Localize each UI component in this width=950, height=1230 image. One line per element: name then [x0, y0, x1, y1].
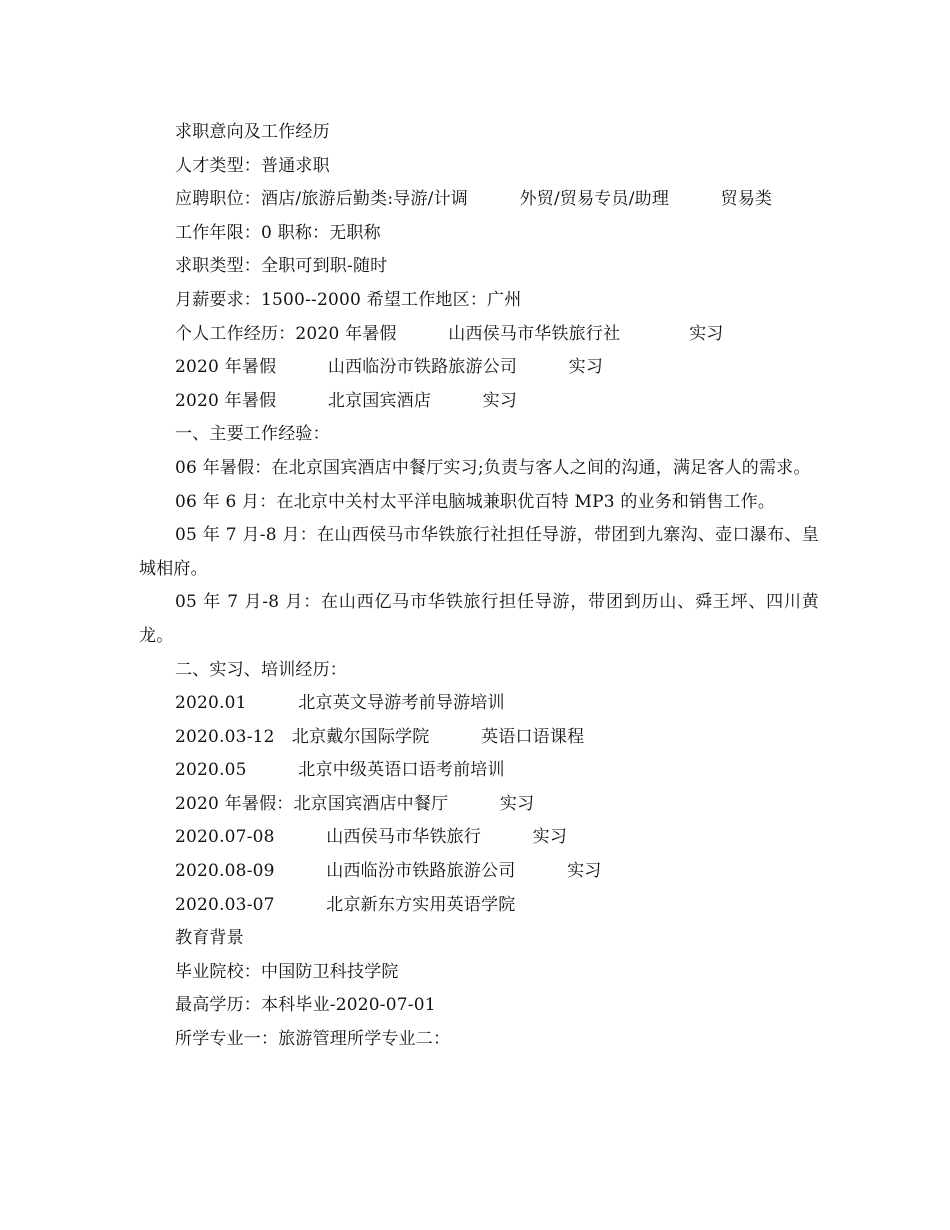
training-entry: 2020.01 北京英文导游考前导游培训 [175, 693, 505, 714]
experience-paragraph: 05 年 7 月-8 月：在山西亿马市华铁旅行担任导游，带团到历山、舜王坪、四川黄龙。 [139, 592, 819, 646]
job-type: 求职类型：全职可到职-随时 [175, 256, 388, 277]
major: 所学专业一：旅游管理所学专业二： [175, 1029, 451, 1050]
resume-body [139, 116, 819, 1057]
highest-degree: 最高学历：本科毕业-2020-07-01 [175, 995, 436, 1016]
section-heading-education: 教育背景 [175, 928, 244, 949]
section-heading-main-experience: 一、主要工作经验： [175, 424, 330, 445]
work-years: 工作年限：0 职称：无职称 [175, 222, 381, 243]
experience-line: 06 年 6 月：在北京中关村太平洋电脑城兼职优百特 MP3 的业务和销售工作。 [175, 491, 776, 512]
training-entry: 2020.03-12 北京戴尔国际学院 英语口语课程 [175, 726, 585, 747]
experience-paragraph: 06 年暑假：在北京国宾酒店中餐厅实习;负责与客人之间的沟通，满足客人的需求。 [175, 457, 811, 478]
graduate-school: 毕业院校：中国防卫科技学院 [175, 961, 399, 982]
salary-expectation: 月薪要求：1500--2000 希望工作地区：广州 [175, 289, 522, 310]
training-entry: 2020 年暑假：北京国宾酒店中餐厅 实习 [175, 793, 535, 814]
training-entry: 2020.08-09 山西临汾市铁路旅游公司 实习 [175, 861, 602, 882]
section-heading-training: 二、实习、培训经历： [175, 659, 347, 680]
section-heading-job-intent: 求职意向及工作经历 [175, 122, 330, 142]
work-history-line: 2020 年暑假 北京国宾酒店 实习 [175, 390, 518, 411]
work-history-line: 2020 年暑假 山西临汾市铁路旅游公司 实习 [175, 357, 604, 378]
talent-type: 人才类型：普通求职 [175, 155, 330, 176]
training-entry: 2020.05 北京中级英语口语考前培训 [175, 760, 505, 781]
applied-positions: 应聘职位：酒店/旅游后勤类:导游/计调 外贸/贸易专员/助理 贸易类 [175, 189, 773, 210]
work-history-line: 个人工作经历：2020 年暑假 山西侯马市华铁旅行社 实习 [175, 323, 724, 344]
training-entry: 2020.03-07 北京新东方实用英语学院 [175, 894, 516, 915]
experience-paragraph: 05 年 7 月-8 月：在山西侯马市华铁旅行社担任导游，带团到九寨沟、壶口瀑布、皇城相府。 [139, 525, 819, 579]
training-entry: 2020.07-08 山西侯马市华铁旅行 实习 [175, 827, 568, 848]
